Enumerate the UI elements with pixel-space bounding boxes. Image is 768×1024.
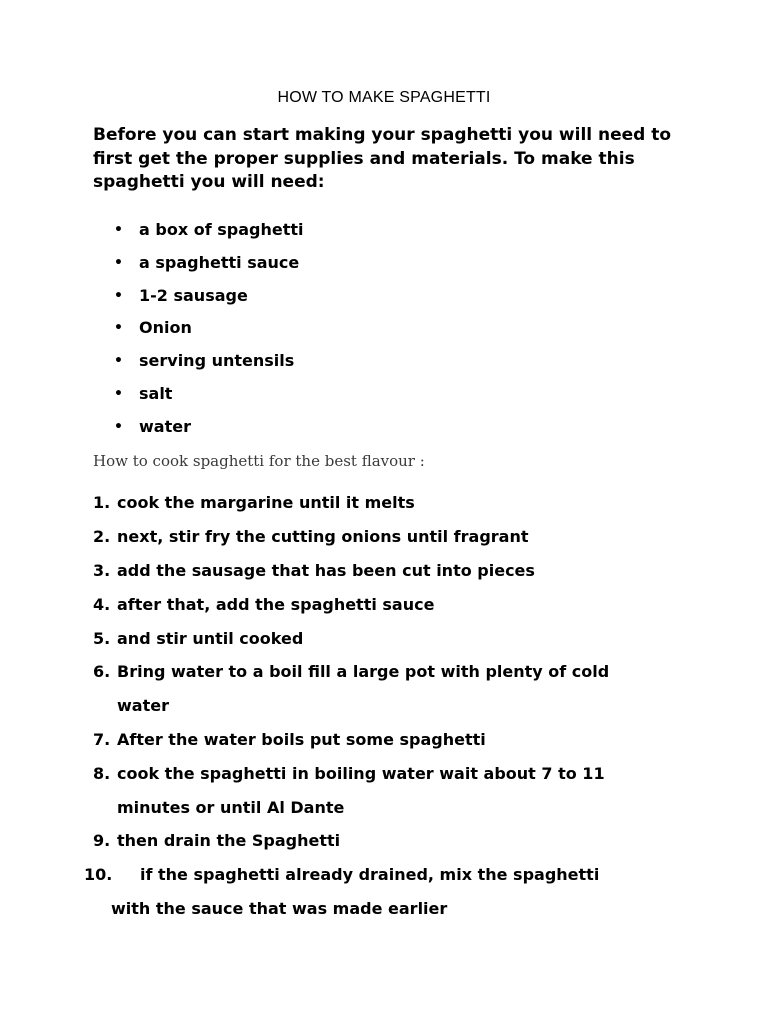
step-text: cook the spaghetti in boiling water wait about 7 to 11 xyxy=(117,764,605,783)
step-text: and stir until cooked xyxy=(117,629,304,648)
step-text: cook the margarine until it melts xyxy=(117,493,415,512)
supply-item-label: Onion xyxy=(139,318,192,337)
bullet-icon: • xyxy=(114,353,123,369)
page-title: HOW TO MAKE SPAGHETTI xyxy=(277,89,491,106)
bullet-icon: • xyxy=(114,419,123,435)
step-text-continued: with the sauce that was made earlier xyxy=(111,899,448,918)
supply-item-label: a spaghetti sauce xyxy=(139,253,300,272)
supply-item-label: a box of spaghetti xyxy=(139,220,304,239)
bullet-icon: • xyxy=(114,255,123,271)
step-text-continued: water xyxy=(117,696,169,715)
intro-paragraph: Before you can start making your spaghetti you will need to first get the proper supplies and materials. To make this spaghetti you will need: xyxy=(93,125,672,192)
step-number: 4. xyxy=(93,595,111,614)
step-number: 1. xyxy=(93,493,111,512)
step-number: 2. xyxy=(93,527,111,546)
bullet-icon: • xyxy=(114,386,123,402)
step-number: 5. xyxy=(93,629,111,648)
step-number: 10. xyxy=(84,865,113,884)
bullet-icon: • xyxy=(114,288,123,304)
step-number: 8. xyxy=(93,764,111,783)
step-text: after that, add the spaghetti sauce xyxy=(117,595,435,614)
cooking-subheading: How to cook spaghetti for the best flavour : xyxy=(93,452,425,470)
supply-item-label: serving untensils xyxy=(139,351,295,370)
step-text: next, stir fry the cutting onions until fragrant xyxy=(117,527,529,546)
step-text: Bring water to a boil fill a large pot with plenty of cold xyxy=(117,662,610,681)
step-number: 3. xyxy=(93,561,111,580)
step-text: After the water boils put some spaghetti xyxy=(117,730,486,749)
step-text-continued: minutes or until Al Dante xyxy=(117,798,345,817)
bullet-icon: • xyxy=(114,222,123,238)
supply-item-label: salt xyxy=(139,384,173,403)
bullet-icon: • xyxy=(114,320,123,336)
step-number: 7. xyxy=(93,730,111,749)
step-text: if the spaghetti already drained, mix the spaghetti xyxy=(140,865,600,884)
step-number: 9. xyxy=(93,831,111,850)
supply-item-label: 1-2 sausage xyxy=(139,286,248,305)
step-number: 6. xyxy=(93,662,111,681)
supply-item-label: water xyxy=(139,417,191,436)
step-text: then drain the Spaghetti xyxy=(117,831,341,850)
step-text: add the sausage that has been cut into pieces xyxy=(117,561,535,580)
